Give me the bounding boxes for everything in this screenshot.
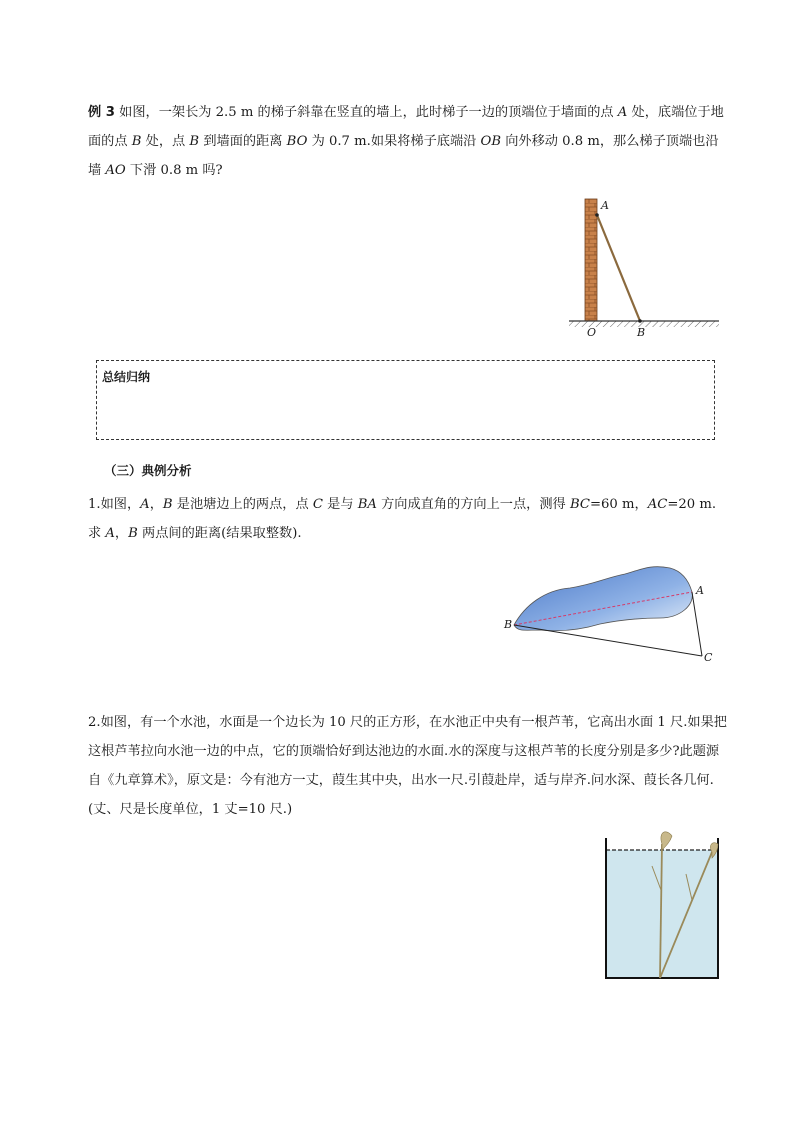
label-c: C <box>704 651 713 664</box>
var-ba: BA <box>357 497 377 512</box>
line-ac <box>692 592 702 656</box>
label-b: B <box>637 326 646 339</box>
var-bo: BO <box>286 134 308 149</box>
text-span: =60 m， <box>589 497 648 512</box>
var-ao: AO <box>105 163 126 178</box>
label-a: A <box>696 584 704 597</box>
line-bc <box>514 625 702 656</box>
example-3-text <box>88 98 728 185</box>
text-span: 是池塘边上的两点，点 <box>172 497 313 512</box>
summary-title: 总结归纳 <box>102 370 151 384</box>
label-a: A <box>601 199 609 212</box>
label-o: O <box>587 326 597 339</box>
text-span: 处，底端位于地面的点 <box>88 105 724 149</box>
example-label: 例 3 <box>88 105 115 120</box>
text-span: 1.如图， <box>88 497 141 512</box>
pond-figure <box>500 560 725 670</box>
ladder-figure <box>565 195 725 340</box>
summary-box <box>96 360 715 440</box>
point-b <box>638 319 642 323</box>
text-span: 方向成直角的方向上一点，测得 <box>376 497 570 512</box>
var-b: B <box>128 526 138 541</box>
label-b: B <box>504 618 513 631</box>
text-span: 下滑 0.8 m 吗? <box>125 163 223 178</box>
wall <box>585 199 597 321</box>
reed-pool-figure <box>600 830 725 985</box>
var-a: A <box>140 497 150 512</box>
text-span: 向外移动 0.8 m，那么梯子顶端也沿墙 <box>88 134 719 178</box>
text-span: 处，点 <box>141 134 190 149</box>
var-b: B <box>189 134 200 149</box>
ladder <box>597 215 640 321</box>
var-a: A <box>105 526 115 541</box>
pond-shape <box>514 567 692 631</box>
reed-plume-upright <box>661 832 672 850</box>
text-span: 为 0.7 m.如果将梯子底端沿 <box>307 134 481 149</box>
text-span: ， <box>114 526 129 541</box>
var-ob: OB <box>480 134 502 149</box>
question-1-text <box>88 490 728 548</box>
text-span: 到墙面的距离 <box>199 134 287 149</box>
text-span: 两点间的距离(结果取整数). <box>137 526 302 541</box>
text-span: =20 m.求 <box>88 497 717 541</box>
var-b: B <box>131 134 142 149</box>
text-span: 如图，一架长为 2.5 m 的梯子斜靠在竖直的墙上，此时梯子一边的顶端位于墙面的点 <box>114 105 618 120</box>
var-bc: BC <box>569 497 590 512</box>
question-2-text: 2.如图，有一个水池，水面是一个边长为 10 尺的正方形，在水池正中央有一根芦苇，它高出水面 1 尺.如果把这根芦苇拉向水池一边的中点，它的顶端恰好到达池边的水面.水的深度与这根芦苇的长度分别是多少?此题源自《九章算术》，原文是：今有池方一丈，葭生其中央，出水一尺.引葭赴岸，适与岸齐.问水深、葭长各几何.(丈、尺是长度单位，1 丈=10 尺.) <box>88 715 727 817</box>
var-ac: AC <box>647 497 668 512</box>
var-a: A <box>617 105 628 120</box>
var-b: B <box>162 497 173 512</box>
text-span: ， <box>149 497 163 512</box>
var-c: C <box>312 497 323 512</box>
point-a <box>595 213 599 217</box>
text-span: 是与 <box>322 497 358 512</box>
section-title: （三）典例分析 <box>104 463 192 478</box>
